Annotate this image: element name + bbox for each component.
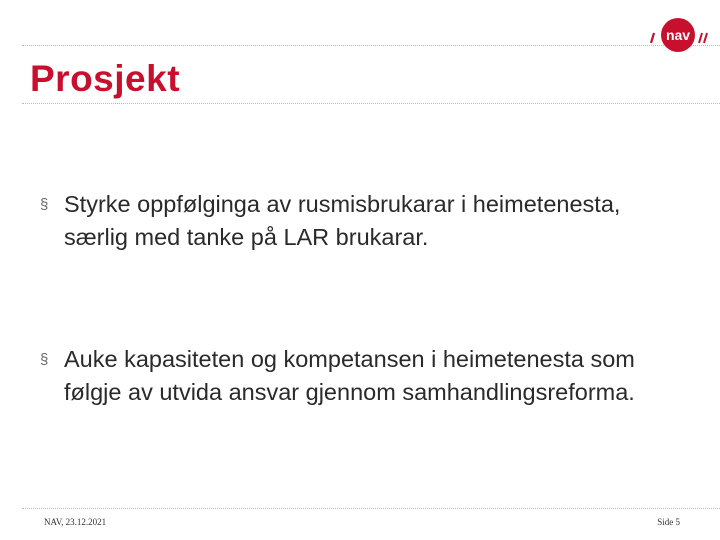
footer-date: NAV, 23.12.2021 xyxy=(44,517,107,527)
header-divider xyxy=(22,45,720,46)
bullet-item xyxy=(40,343,664,409)
bullet-text: Auke kapasiteten og kompetansen i heimetenesta som følgje av utvida ansvar gjennom samhandlingsreforma. xyxy=(64,346,635,405)
bullet-text: Styrke oppfølginga av rusmisbrukarar i heimetenesta, særlig med tanke på LAR brukarar. xyxy=(64,191,621,250)
logo-left-slash-icon xyxy=(651,33,654,43)
logo-text: nav xyxy=(665,27,691,43)
footer-divider xyxy=(22,508,720,509)
bullet-item xyxy=(40,188,664,254)
bullet-marker: § xyxy=(40,196,49,213)
logo-right-slashes-icon xyxy=(699,33,707,43)
bullet-marker: § xyxy=(40,351,49,368)
slide-title: Prosjekt xyxy=(30,58,181,99)
footer-page-number: Side 5 xyxy=(657,517,680,527)
nav-logo xyxy=(648,14,710,56)
title-divider xyxy=(22,103,720,104)
